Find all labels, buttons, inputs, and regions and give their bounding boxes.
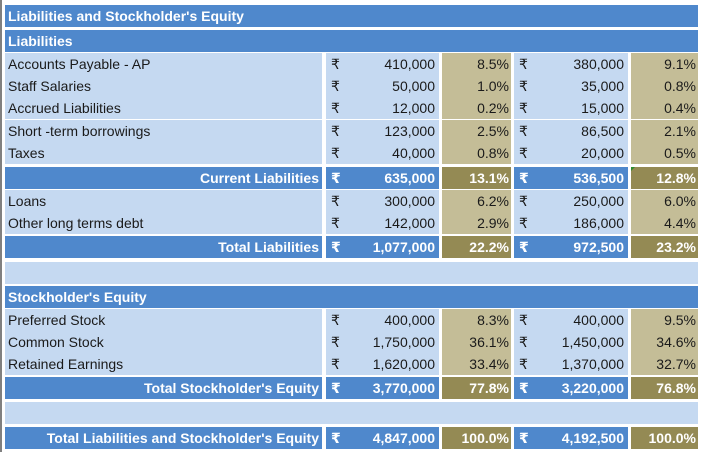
- percent-cell[interactable]: 8.5%: [442, 53, 511, 75]
- percent-cell[interactable]: 23.2%: [631, 236, 698, 258]
- amount-value: 1,750,000: [372, 334, 435, 350]
- amount-cell[interactable]: [326, 120, 439, 142]
- amount-cell[interactable]: [514, 309, 628, 331]
- rupee-symbol: ₹: [519, 430, 529, 446]
- amount-value: 635,000: [384, 170, 435, 186]
- amount-value: 1,370,000: [561, 356, 624, 372]
- rupee-symbol: ₹: [331, 145, 340, 161]
- total-equity-row[interactable]: [5, 377, 698, 399]
- blank-row[interactable]: [5, 262, 698, 284]
- row-label: Loans: [5, 190, 322, 212]
- amount-cell[interactable]: [514, 353, 628, 375]
- amount-cell[interactable]: [514, 142, 628, 164]
- row-label: Total Stockholder's Equity: [5, 377, 322, 399]
- amount-value: 1,620,000: [372, 356, 435, 372]
- amount-value: 4,847,000: [372, 430, 435, 446]
- amount-value: 50,000: [392, 78, 435, 94]
- rupee-symbol: ₹: [331, 380, 341, 396]
- amount-value: 972,500: [573, 239, 624, 255]
- amount-cell[interactable]: [326, 190, 439, 212]
- rupee-symbol: ₹: [331, 334, 340, 350]
- liabilities-header: Liabilities: [5, 30, 698, 52]
- percent-cell[interactable]: 0.8%: [442, 142, 511, 164]
- percent-cell[interactable]: 33.4%: [442, 353, 511, 375]
- table-row[interactable]: [5, 212, 698, 234]
- amount-value: 410,000: [384, 56, 435, 72]
- rupee-symbol: ₹: [519, 356, 528, 372]
- amount-cell[interactable]: [326, 309, 439, 331]
- amount-cell[interactable]: [514, 97, 628, 119]
- amount-cell[interactable]: [326, 236, 439, 258]
- amount-cell[interactable]: [514, 53, 628, 75]
- amount-cell[interactable]: [514, 427, 628, 449]
- amount-value: 250,000: [573, 193, 624, 209]
- amount-value: 1,450,000: [561, 334, 624, 350]
- rupee-symbol: ₹: [519, 56, 528, 72]
- rupee-symbol: ₹: [331, 123, 340, 139]
- amount-value: 142,000: [384, 215, 435, 231]
- percent-cell[interactable]: [631, 167, 698, 189]
- percent-cell[interactable]: 32.7%: [631, 353, 698, 375]
- table-row[interactable]: [5, 142, 698, 164]
- equity-header-row: [5, 286, 698, 308]
- rupee-symbol: ₹: [519, 334, 528, 350]
- table-title: Liabilities and Stockholder's Equity: [5, 5, 698, 27]
- row-label: Staff Salaries: [5, 75, 322, 97]
- amount-cell[interactable]: [326, 167, 439, 189]
- percent-cell[interactable]: 77.8%: [442, 377, 511, 399]
- rupee-symbol: ₹: [331, 239, 341, 255]
- amount-cell[interactable]: [514, 190, 628, 212]
- percent-cell[interactable]: 0.2%: [442, 97, 511, 119]
- percent-cell[interactable]: 100.0%: [442, 427, 511, 449]
- rupee-symbol: ₹: [519, 123, 528, 139]
- grand-total-row[interactable]: [5, 427, 698, 449]
- percent-cell[interactable]: 0.5%: [631, 142, 698, 164]
- amount-cell[interactable]: [326, 377, 439, 399]
- amount-cell[interactable]: [514, 236, 628, 258]
- rupee-symbol: ₹: [519, 193, 528, 209]
- percent-cell[interactable]: 4.4%: [631, 212, 698, 234]
- rupee-symbol: ₹: [519, 78, 528, 94]
- table-row[interactable]: [5, 190, 698, 212]
- rupee-symbol: ₹: [331, 312, 340, 328]
- percent-cell[interactable]: 8.3%: [442, 309, 511, 331]
- percent-cell[interactable]: 22.2%: [442, 236, 511, 258]
- table-row[interactable]: [5, 75, 698, 97]
- error-indicator-icon: [631, 167, 635, 171]
- percent-cell[interactable]: 76.8%: [631, 377, 698, 399]
- rupee-symbol: ₹: [331, 215, 340, 231]
- rupee-symbol: ₹: [331, 170, 341, 186]
- amount-value: 186,000: [573, 215, 624, 231]
- amount-cell[interactable]: [326, 142, 439, 164]
- row-label: Common Stock: [5, 331, 322, 353]
- percent-cell[interactable]: 0.8%: [631, 75, 698, 97]
- amount-value: 86,500: [581, 123, 624, 139]
- rupee-symbol: ₹: [519, 239, 529, 255]
- percent-cell[interactable]: 6.0%: [631, 190, 698, 212]
- blank-cell[interactable]: [5, 262, 698, 284]
- table-row[interactable]: [5, 309, 698, 331]
- rupee-symbol: ₹: [519, 170, 529, 186]
- amount-value: 20,000: [581, 145, 624, 161]
- percent-cell[interactable]: 1.0%: [442, 75, 511, 97]
- table-row[interactable]: [5, 53, 698, 75]
- percent-cell[interactable]: 100.0%: [631, 427, 698, 449]
- amount-cell[interactable]: [326, 353, 439, 375]
- amount-cell[interactable]: [514, 377, 628, 399]
- row-label: Total Liabilities and Stockholder's Equity: [5, 427, 322, 449]
- table-row[interactable]: [5, 353, 698, 375]
- percent-cell[interactable]: 36.1%: [442, 331, 511, 353]
- amount-cell[interactable]: [514, 167, 628, 189]
- percent-cell[interactable]: 13.1%: [442, 167, 511, 189]
- amount-value: 536,500: [573, 170, 624, 186]
- row-label: Total Liabilities: [5, 236, 322, 258]
- amount-cell[interactable]: [326, 97, 439, 119]
- amount-value: 1,077,000: [372, 239, 435, 255]
- percent-value: 12.8%: [656, 170, 696, 186]
- rupee-symbol: ₹: [331, 56, 340, 72]
- amount-cell[interactable]: [514, 212, 628, 234]
- rupee-symbol: ₹: [331, 356, 340, 372]
- equity-header: Stockholder's Equity: [5, 286, 698, 308]
- row-label: Short -term borrowings: [5, 120, 322, 142]
- amount-cell[interactable]: [514, 120, 628, 142]
- current-liabilities-row[interactable]: [5, 167, 698, 189]
- amount-value: 4,192,500: [561, 430, 624, 446]
- sheet-left-border: [0, 0, 2, 452]
- rupee-symbol: ₹: [331, 78, 340, 94]
- amount-value: 40,000: [392, 145, 435, 161]
- percent-cell[interactable]: 2.9%: [442, 212, 511, 234]
- rupee-symbol: ₹: [519, 100, 528, 116]
- amount-value: 35,000: [581, 78, 624, 94]
- amount-value: 380,000: [573, 56, 624, 72]
- row-label: Current Liabilities: [5, 167, 322, 189]
- liabilities-header-row: [5, 30, 698, 52]
- amount-cell[interactable]: [326, 427, 439, 449]
- percent-cell[interactable]: 9.5%: [631, 309, 698, 331]
- row-label: Accrued Liabilities: [5, 97, 322, 119]
- amount-cell[interactable]: [326, 212, 439, 234]
- row-label: Taxes: [5, 142, 322, 164]
- percent-cell[interactable]: 0.4%: [631, 97, 698, 119]
- blank-cell[interactable]: [5, 402, 698, 424]
- rupee-symbol: ₹: [331, 193, 340, 209]
- rupee-symbol: ₹: [331, 430, 341, 446]
- amount-cell[interactable]: [514, 75, 628, 97]
- amount-value: 12,000: [392, 100, 435, 116]
- amount-cell[interactable]: [326, 53, 439, 75]
- row-label: Retained Earnings: [5, 353, 322, 375]
- amount-cell[interactable]: [514, 331, 628, 353]
- table-row[interactable]: [5, 97, 698, 119]
- rupee-symbol: ₹: [519, 312, 528, 328]
- percent-cell[interactable]: 34.6%: [631, 331, 698, 353]
- amount-cell[interactable]: [326, 331, 439, 353]
- rupee-symbol: ₹: [519, 215, 528, 231]
- amount-cell[interactable]: [326, 75, 439, 97]
- amount-value: 3,770,000: [372, 380, 435, 396]
- table-row[interactable]: [5, 331, 698, 353]
- row-label: Preferred Stock: [5, 309, 322, 331]
- amount-value: 300,000: [384, 193, 435, 209]
- rupee-symbol: ₹: [331, 100, 340, 116]
- table-row[interactable]: [5, 120, 698, 142]
- row-label: Accounts Payable - AP: [5, 53, 322, 75]
- table-title-row: [5, 5, 698, 27]
- amount-value: 400,000: [384, 312, 435, 328]
- percent-cell[interactable]: 6.2%: [442, 190, 511, 212]
- amount-value: 123,000: [384, 123, 435, 139]
- amount-value: 15,000: [581, 100, 624, 116]
- total-liabilities-row[interactable]: [5, 236, 698, 258]
- amount-value: 3,220,000: [561, 380, 624, 396]
- percent-cell[interactable]: 9.1%: [631, 53, 698, 75]
- percent-cell[interactable]: 2.1%: [631, 120, 698, 142]
- rupee-symbol: ₹: [519, 380, 529, 396]
- rupee-symbol: ₹: [519, 145, 528, 161]
- row-label: Other long terms debt: [5, 212, 322, 234]
- percent-cell[interactable]: 2.5%: [442, 120, 511, 142]
- blank-row[interactable]: [5, 402, 698, 424]
- amount-value: 400,000: [573, 312, 624, 328]
